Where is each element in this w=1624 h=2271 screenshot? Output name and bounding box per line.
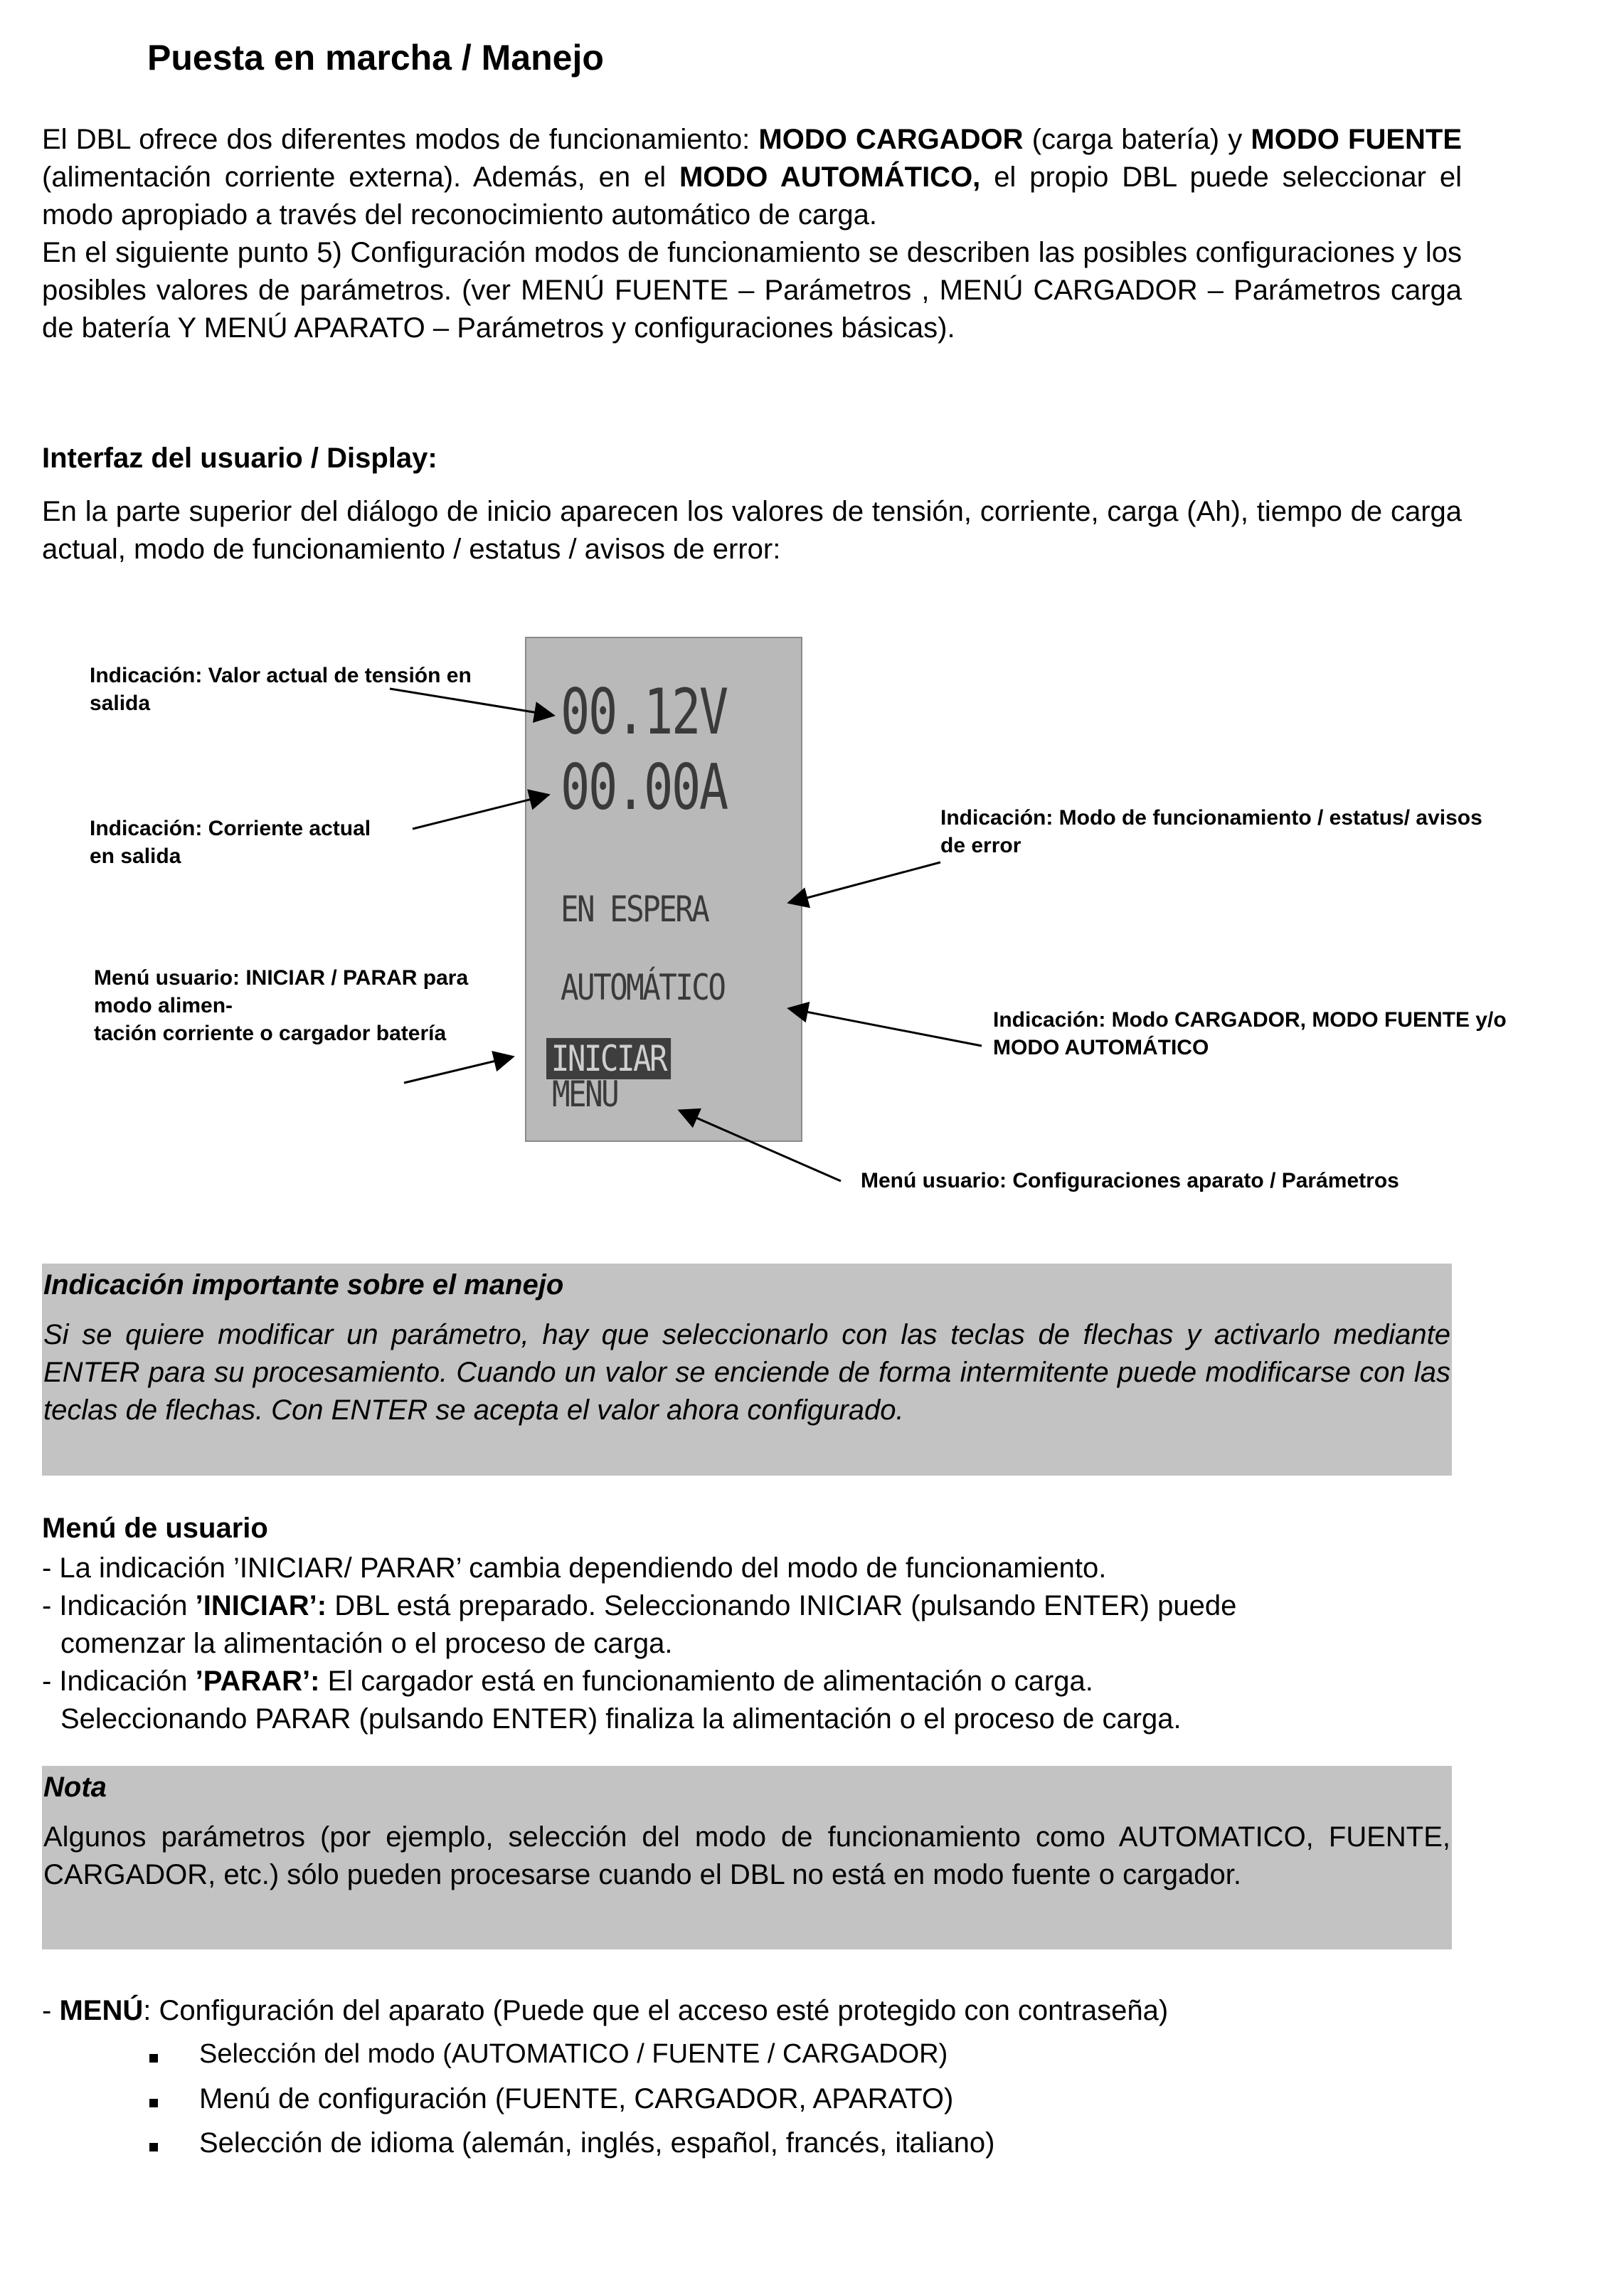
- user-menu-line-3: comenzar la alimentación o el proceso de carga.: [60, 1628, 673, 1659]
- lcd-current: 00.00A: [561, 751, 727, 824]
- callout-start: Menú usuario: INICIAR / PARAR para modo alimen- tación corriente o cargador batería: [94, 966, 469, 1045]
- callout-menu: Menú usuario: Configuraciones aparato / Parámetros: [861, 1169, 1399, 1192]
- arrow-mode: [791, 1009, 982, 1046]
- lcd-mode: AUTOMÁTICO: [561, 967, 725, 1008]
- important-note-title: Indicación importante sobre el manejo: [43, 1269, 564, 1301]
- nota-text: Algunos parámetros (por ejemplo, selección del modo de funcionamiento como AUTOMATICO, FUENTE, CARGADOR, etc.) sólo pueden procesarse cuando el DBL no está en modo fuente o cargador.: [43, 1821, 1450, 1890]
- user-menu-line-4: - Indicación ’PARAR’: El cargador está en funcionamiento de alimentación o carga.: [42, 1666, 1093, 1697]
- user-menu-heading: Menú de usuario: [42, 1513, 268, 1544]
- arrow-start: [404, 1057, 511, 1083]
- important-note-box: [42, 1264, 1452, 1476]
- page-title: Puesta en marcha / Manejo: [147, 38, 604, 78]
- lcd-status: EN ESPERA: [561, 889, 708, 930]
- menu-item-language: Selección de idioma (alemán, inglés, español, francés, italiano): [199, 2127, 995, 2159]
- arrow-voltage: [390, 689, 551, 715]
- nota-title: Nota: [43, 1772, 107, 1803]
- callout-voltage: Indicación: Valor actual de tensión en salida: [90, 664, 472, 715]
- lcd-start-item: INICIAR: [546, 1038, 671, 1079]
- callout-current: Indicación: Corriente actual en salida: [90, 817, 371, 868]
- callout-status: Indicación: Modo de funcionamiento / estatus/ avisos de error: [940, 806, 1482, 857]
- arrow-status: [791, 862, 940, 902]
- intro-paragraph: El DBL ofrece dos diferentes modos de funcionamiento: MODO CARGADOR (carga batería) y MODO FUENTE (alimentación corriente externa). Además, en el MODO AUTOMÁTICO, el propio DBL puede seleccionar el modo apropiado a través del reconocimiento automático de carga. En el siguiente punto 5) Configuración modos de funcionamiento se describen las posibles configuraciones y los posibles valores de parámetros. (ver MENÚ FUENTE – Parámetros , MENÚ CARGADOR – Parámetros carga de batería Y MENÚ APARATO – Parámetros y configuraciones básicas).: [42, 124, 1463, 344]
- interface-heading: Interfaz del usuario / Display:: [42, 443, 437, 474]
- menu-item-config: Menú de configuración (FUENTE, CARGADOR, APARATO): [199, 2083, 954, 2114]
- lcd-menu-item: MENÚ: [552, 1074, 618, 1115]
- nota-box: [42, 1766, 1452, 1949]
- arrow-current: [413, 795, 546, 829]
- user-menu-line-2: - Indicación ’INICIAR’: DBL está preparado. Seleccionando INICIAR (pulsando ENTER) puede: [42, 1590, 1237, 1621]
- user-menu-line-1: - La indicación ’INICIAR/ PARAR’ cambia dependiendo del modo de funcionamiento.: [42, 1552, 1107, 1584]
- interface-paragraph: En la parte superior del diálogo de inicio aparecen los valores de tensión, corriente, carga (Ah), tiempo de carga actual, modo de funcionamiento / estatus / avisos de error:: [42, 496, 1462, 565]
- menu-item-mode: Selección del modo (AUTOMATICO / FUENTE / CARGADOR): [199, 2039, 948, 2069]
- bullet-icon: [149, 2054, 158, 2063]
- bullet-icon: [149, 2143, 158, 2151]
- arrow-menu: [681, 1111, 841, 1181]
- menu-section-line: - MENÚ: Configuración del aparato (Puede que el acceso esté protegido con contraseña): [42, 1995, 1169, 2026]
- lcd-voltage: 00.12V: [561, 675, 727, 748]
- callout-mode: Indicación: Modo CARGADOR, MODO FUENTE y/o MODO AUTOMÁTICO: [993, 1008, 1507, 1059]
- important-note-text: Si se quiere modificar un parámetro, hay que seleccionarlo con las teclas de flechas y activarlo mediante ENTER para su procesamiento. Cuando un valor se enciende de forma intermitente puede modificarse con las teclas de flechas. Con ENTER se acepta el valor ahora configurado.: [43, 1319, 1450, 1426]
- bullet-icon: [149, 2099, 158, 2107]
- user-menu-line-5: Seleccionando PARAR (pulsando ENTER) finaliza la alimentación o el proceso de carga.: [60, 1703, 1182, 1735]
